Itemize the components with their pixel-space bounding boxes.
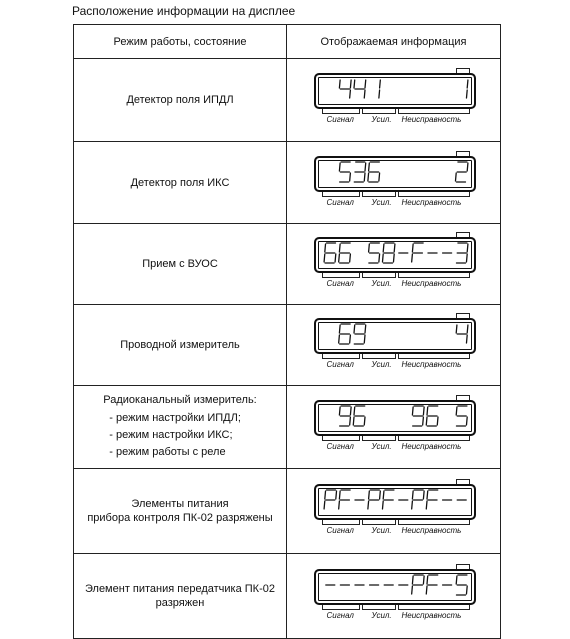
lcd-digit — [382, 490, 393, 509]
lcd-digit — [456, 406, 467, 426]
lcd-display — [314, 479, 474, 543]
lcd-segment — [379, 80, 380, 88]
lcd-segment — [339, 491, 340, 499]
field-bracket — [398, 109, 470, 114]
lcd-segment — [423, 407, 424, 415]
fault-label: Неисправность — [401, 115, 462, 124]
lcd-segment — [412, 244, 413, 252]
lcd-display — [314, 564, 474, 628]
table-row — [74, 142, 501, 224]
lcd-digit — [455, 162, 467, 182]
lcd-segment — [382, 254, 383, 262]
lcd-digits — [322, 405, 470, 429]
field-labels — [322, 115, 472, 127]
lcd-frame — [314, 318, 476, 354]
table-row — [74, 554, 501, 639]
lcd-display — [314, 313, 474, 377]
lcd-digits — [322, 574, 470, 598]
lcd-digit — [339, 162, 350, 182]
field-bracket — [322, 605, 360, 610]
lcd-digit — [338, 324, 350, 344]
lcd-segment — [412, 407, 413, 415]
display-cell — [287, 554, 501, 639]
mode-line: Элемент питания передатчика ПК-02 — [84, 583, 275, 595]
lcd-segment — [467, 163, 468, 171]
lcd-segment — [354, 80, 355, 88]
field-bracket — [398, 273, 470, 278]
lcd-segment — [383, 244, 384, 252]
lcd-digit — [378, 80, 379, 98]
display-cell — [287, 386, 501, 469]
mode-cell — [74, 386, 287, 469]
lcd-frame — [314, 237, 476, 273]
lcd-segment — [339, 80, 340, 88]
lcd-segment — [466, 335, 467, 343]
field-brackets — [322, 354, 470, 359]
field-labels — [322, 360, 472, 372]
lcd-digit — [367, 162, 379, 182]
lcd-digit — [426, 490, 437, 509]
lcd-segment — [466, 254, 467, 262]
mode-bullet: - режим работы с реле — [109, 445, 226, 458]
lcd-digit — [367, 490, 379, 509]
lcd-digit — [456, 325, 468, 343]
lcd-segment — [324, 491, 325, 499]
field-labels — [322, 526, 472, 538]
lcd-segment — [324, 501, 325, 509]
lcd-segment — [367, 173, 368, 181]
lcd-segment — [412, 576, 413, 584]
field-bracket — [322, 273, 360, 278]
lcd-segment — [364, 90, 365, 98]
mode-line: Элементы питания — [131, 498, 229, 510]
signal-label: Сигнал — [326, 442, 354, 451]
field-labels — [322, 279, 472, 291]
display-info-table — [73, 24, 501, 639]
lcd-digits — [322, 161, 470, 185]
lcd-segment — [456, 576, 457, 584]
lcd-segment — [364, 173, 365, 181]
field-bracket — [322, 436, 360, 441]
lcd-segment — [367, 501, 368, 509]
mode-bullet: - режим настройки ИПДЛ; — [109, 411, 241, 424]
signal-label: Сигнал — [326, 526, 354, 535]
lcd-frame — [314, 400, 476, 436]
lcd-digit — [338, 243, 350, 263]
lcd-segment — [365, 325, 366, 333]
gain-label: Усил. — [371, 197, 392, 207]
fault-label: Неисправность — [401, 197, 462, 207]
mode-bullet: - режим настройки ИКС; — [109, 428, 233, 441]
lcd-segment — [426, 586, 427, 594]
field-brackets — [322, 273, 470, 278]
lcd-digits — [322, 489, 470, 513]
lcd-digit — [339, 406, 351, 426]
lcd-segment — [427, 407, 428, 415]
lcd-segment — [378, 90, 379, 98]
field-brackets — [322, 605, 470, 610]
mode-cell: Детектор поля ИКС — [74, 142, 287, 224]
lcd-segment — [353, 417, 354, 425]
mode-line: прибора контроля ПК-02 разряжены — [87, 512, 273, 524]
lcd-segment — [335, 254, 336, 262]
lcd-segment — [338, 335, 339, 343]
field-bracket — [398, 520, 470, 525]
lcd-segment — [382, 501, 383, 509]
lcd-frame — [314, 484, 476, 520]
lcd-segment — [365, 163, 366, 171]
mode-cell: Прием с ВУОС — [74, 224, 287, 305]
lcd-segment — [324, 254, 325, 262]
lcd-segment — [368, 244, 369, 252]
lcd-segment — [455, 173, 456, 181]
mode-cell: Проводной измеритель — [74, 305, 287, 386]
lcd-segment — [364, 335, 365, 343]
field-bracket — [322, 520, 360, 525]
field-brackets — [322, 520, 470, 525]
lcd-segment — [338, 254, 339, 262]
lcd-segment — [349, 90, 350, 98]
lcd-segment — [456, 407, 457, 415]
lcd-display — [314, 395, 474, 459]
field-bracket — [398, 354, 470, 359]
field-brackets — [322, 192, 470, 197]
display-cell — [287, 305, 501, 386]
lcd-segment — [365, 80, 366, 88]
lcd-segment — [467, 244, 468, 252]
lcd-digit — [456, 575, 467, 595]
lcd-segment — [394, 244, 395, 252]
lcd-segment — [466, 586, 467, 594]
field-bracket — [362, 273, 396, 278]
lcd-segment — [350, 407, 351, 415]
gain-label: Усил. — [371, 442, 392, 451]
lcd-segment — [411, 586, 412, 594]
lcd-display — [314, 151, 474, 215]
lcd-segment — [383, 491, 384, 499]
lcd-segment — [349, 254, 350, 262]
lcd-segment — [426, 417, 427, 425]
signal-label: Сигнал — [326, 360, 354, 369]
mode-cell — [74, 554, 287, 639]
lcd-segment — [412, 491, 413, 499]
mode-line: разряжен — [155, 597, 205, 609]
field-labels — [322, 611, 472, 623]
lcd-segment — [437, 417, 438, 425]
field-bracket — [322, 354, 360, 359]
lcd-segment — [378, 173, 379, 181]
lcd-digit — [411, 490, 423, 509]
header-info: Отображаемая информация — [287, 25, 501, 59]
gain-label: Усил. — [371, 279, 392, 288]
signal-label: Сигнал — [326, 611, 354, 620]
lcd-frame — [314, 73, 476, 109]
lcd-segment — [349, 173, 350, 181]
lcd-segment — [422, 417, 423, 425]
field-bracket — [398, 192, 470, 197]
lcd-digit — [338, 490, 349, 509]
fault-label: Неисправность — [401, 279, 462, 288]
lcd-digit — [382, 243, 394, 263]
lcd-segment — [339, 407, 340, 415]
display-cell — [287, 469, 501, 554]
display-cell — [287, 142, 501, 224]
field-bracket — [362, 520, 396, 525]
lcd-segment — [349, 417, 350, 425]
lcd-display — [314, 232, 474, 296]
mode-list — [103, 393, 256, 462]
lcd-segment — [467, 325, 468, 333]
lcd-segment — [467, 80, 468, 88]
lcd-segment — [466, 90, 467, 98]
lcd-digit — [426, 406, 438, 426]
lcd-digit — [411, 243, 422, 262]
field-bracket — [362, 192, 396, 197]
lcd-display — [314, 68, 474, 132]
fault-label: Неисправность — [401, 526, 462, 535]
gain-label: Усил. — [371, 360, 392, 369]
lcd-segment — [368, 163, 369, 171]
lcd-digit — [456, 243, 467, 263]
lcd-segment — [393, 254, 394, 262]
field-brackets — [322, 109, 470, 114]
lcd-digit — [324, 243, 336, 263]
field-bracket — [362, 436, 396, 441]
lcd-segment — [427, 491, 428, 499]
mode-cell: Детектор поля ИПДЛ — [74, 59, 287, 142]
lcd-segment — [378, 254, 379, 262]
gain-label: Усил. — [371, 611, 392, 620]
fault-label: Неисправность — [401, 360, 462, 369]
lcd-digits — [322, 78, 470, 102]
lcd-segment — [339, 163, 340, 171]
lcd-digit — [368, 243, 379, 263]
lcd-segment — [354, 407, 355, 415]
field-brackets — [322, 436, 470, 441]
lcd-segment — [364, 417, 365, 425]
lcd-digits — [322, 323, 470, 347]
lcd-segment — [335, 491, 336, 499]
table-row — [74, 305, 501, 386]
lcd-segment — [423, 576, 424, 584]
lcd-segment — [456, 325, 457, 333]
lcd-digit — [324, 490, 336, 509]
table-row — [74, 224, 501, 305]
lcd-segment — [338, 501, 339, 509]
lcd-digit — [426, 575, 437, 594]
lcd-digits — [322, 242, 470, 266]
gain-label: Усил. — [371, 526, 392, 535]
lcd-digit — [353, 406, 365, 426]
field-bracket — [322, 192, 360, 197]
lcd-segment — [411, 254, 412, 262]
lcd-segment — [379, 491, 380, 499]
display-cell — [287, 59, 501, 142]
lcd-segment — [368, 491, 369, 499]
table-header-row — [74, 25, 501, 59]
signal-label: Сигнал — [326, 197, 354, 207]
lcd-digit — [354, 324, 366, 344]
lcd-digit — [354, 162, 365, 182]
lcd-digit — [411, 575, 423, 594]
lcd-digit — [354, 80, 366, 98]
lcd-digit — [466, 80, 467, 98]
field-bracket — [362, 109, 396, 114]
mode-lead: Радиоканальный измеритель: — [103, 393, 257, 406]
display-cell — [287, 224, 501, 305]
field-bracket — [322, 109, 360, 114]
lcd-segment — [339, 325, 340, 333]
table-row — [74, 386, 501, 469]
lcd-digit — [412, 406, 424, 426]
field-bracket — [362, 605, 396, 610]
lcd-segment — [426, 501, 427, 509]
field-bracket — [398, 605, 470, 610]
field-labels — [322, 198, 472, 210]
header-mode: Режим работы, состояние — [74, 25, 287, 59]
field-bracket — [398, 436, 470, 441]
page-title: Расположение информации на дисплее — [72, 4, 296, 18]
signal-label: Сигнал — [326, 115, 354, 124]
lcd-segment — [427, 576, 428, 584]
lcd-segment — [354, 325, 355, 333]
gain-label: Усил. — [371, 115, 392, 124]
lcd-segment — [423, 491, 424, 499]
lcd-segment — [411, 501, 412, 509]
lcd-segment — [466, 417, 467, 425]
lcd-segment — [349, 335, 350, 343]
mode-cell — [74, 469, 287, 554]
field-bracket — [362, 354, 396, 359]
lcd-segment — [339, 244, 340, 252]
field-labels — [322, 442, 472, 454]
table-row — [74, 59, 501, 142]
fault-label: Неисправность — [401, 442, 462, 451]
lcd-digit — [339, 80, 351, 98]
lcd-frame — [314, 569, 476, 605]
table-row — [74, 469, 501, 554]
lcd-segment — [350, 80, 351, 88]
fault-label: Неисправность — [401, 611, 462, 620]
lcd-segment — [324, 244, 325, 252]
lcd-frame — [314, 156, 476, 192]
signal-label: Сигнал — [326, 279, 354, 288]
